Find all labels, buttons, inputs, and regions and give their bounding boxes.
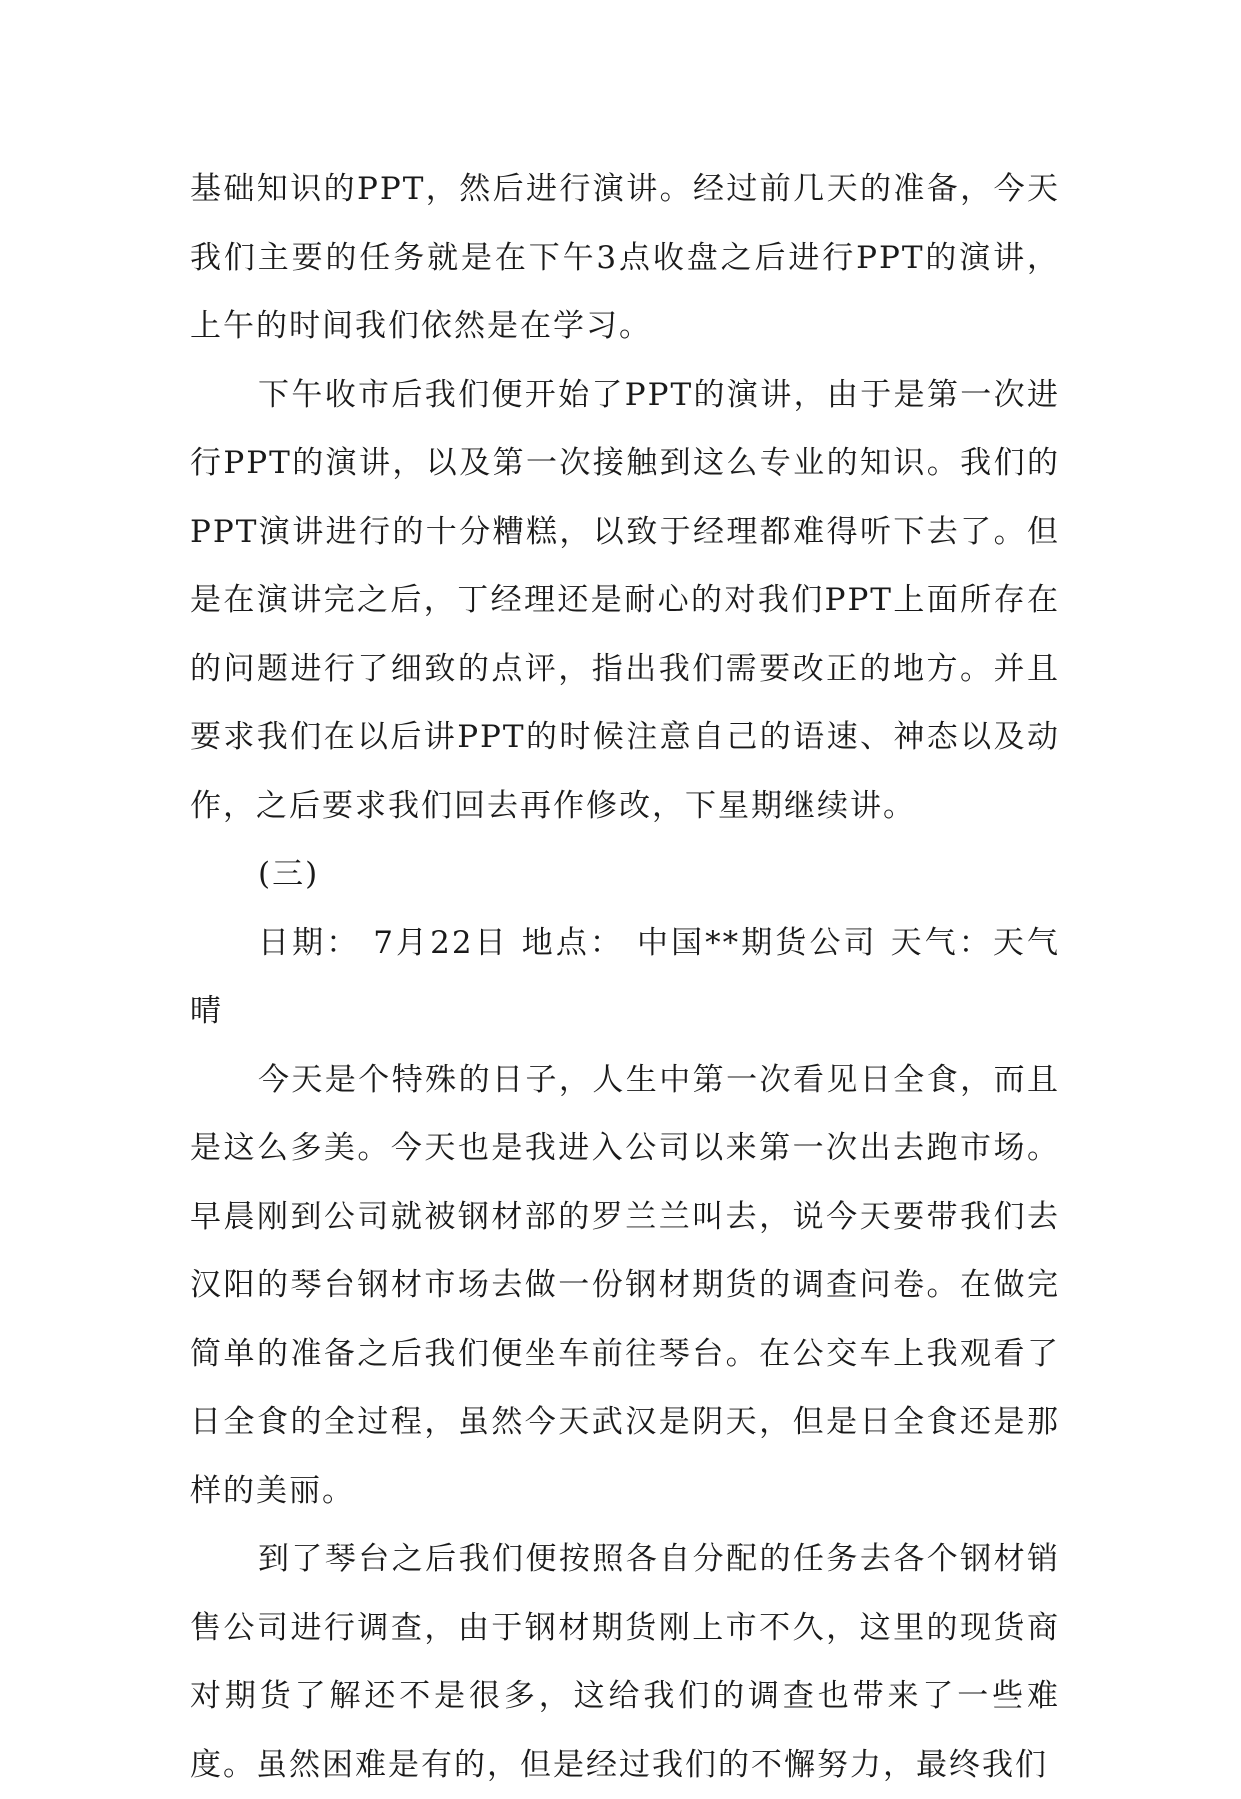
paragraph-ppt-presentation: 下午收市后我们便开始了PPT的演讲，由于是第一次进行PPT的演讲，以及第一次接触到这么专业的知识。我们的PPT演讲进行的十分糟糕，以致于经理都难得听下去了。但是在演讲完之后，丁经理还是耐心的对我们PPT上面所存在的问题进行了细致的点评，指出我们需要改正的地方。并且要求我们在以后讲PPT的时候注意自己的语速、神态以及动作，之后要求我们回去再作修改，下星期继续讲。	[190, 376, 1060, 824]
paragraph-market-survey: 到了琴台之后我们便按照各自分配的任务去各个钢材销售公司进行调查，由于钢材期货刚上市不久，这里的现货商对期货了解还不是很多，这给我们的调查也带来了一些难度。虽然困难是有的，但是经过我们的不懈努力，最终我们	[190, 1541, 1060, 1783]
paragraph-solar-eclipse: 今天是个特殊的日子，人生中第一次看见日全食，而且是这么多美。今天也是我进入公司以来第一次出去跑市场。早晨刚到公司就被钢材部的罗兰兰叫去，说今天要带我们去汉阳的琴台钢材市场去做一份钢材期货的调查问卷。在做完简单的准备之后我们便坐车前往琴台。在公交车上我观看了日全食的全过程，虽然今天武汉是阴天，但是日全食还是那样的美丽。	[190, 1061, 1060, 1509]
body-text	[190, 155, 1060, 1799]
section-heading-three: (三)	[258, 856, 320, 892]
entry-meta-line: 日期： 7月22日 地点： 中国**期货公司 天气：天气晴	[190, 924, 1060, 1029]
paragraph-ppt-prep: 基础知识的PPT，然后进行演讲。经过前几天的准备，今天我们主要的任务就是在下午3点收盘之后进行PPT的演讲，上午的时间我们依然是在学习。	[190, 171, 1060, 344]
